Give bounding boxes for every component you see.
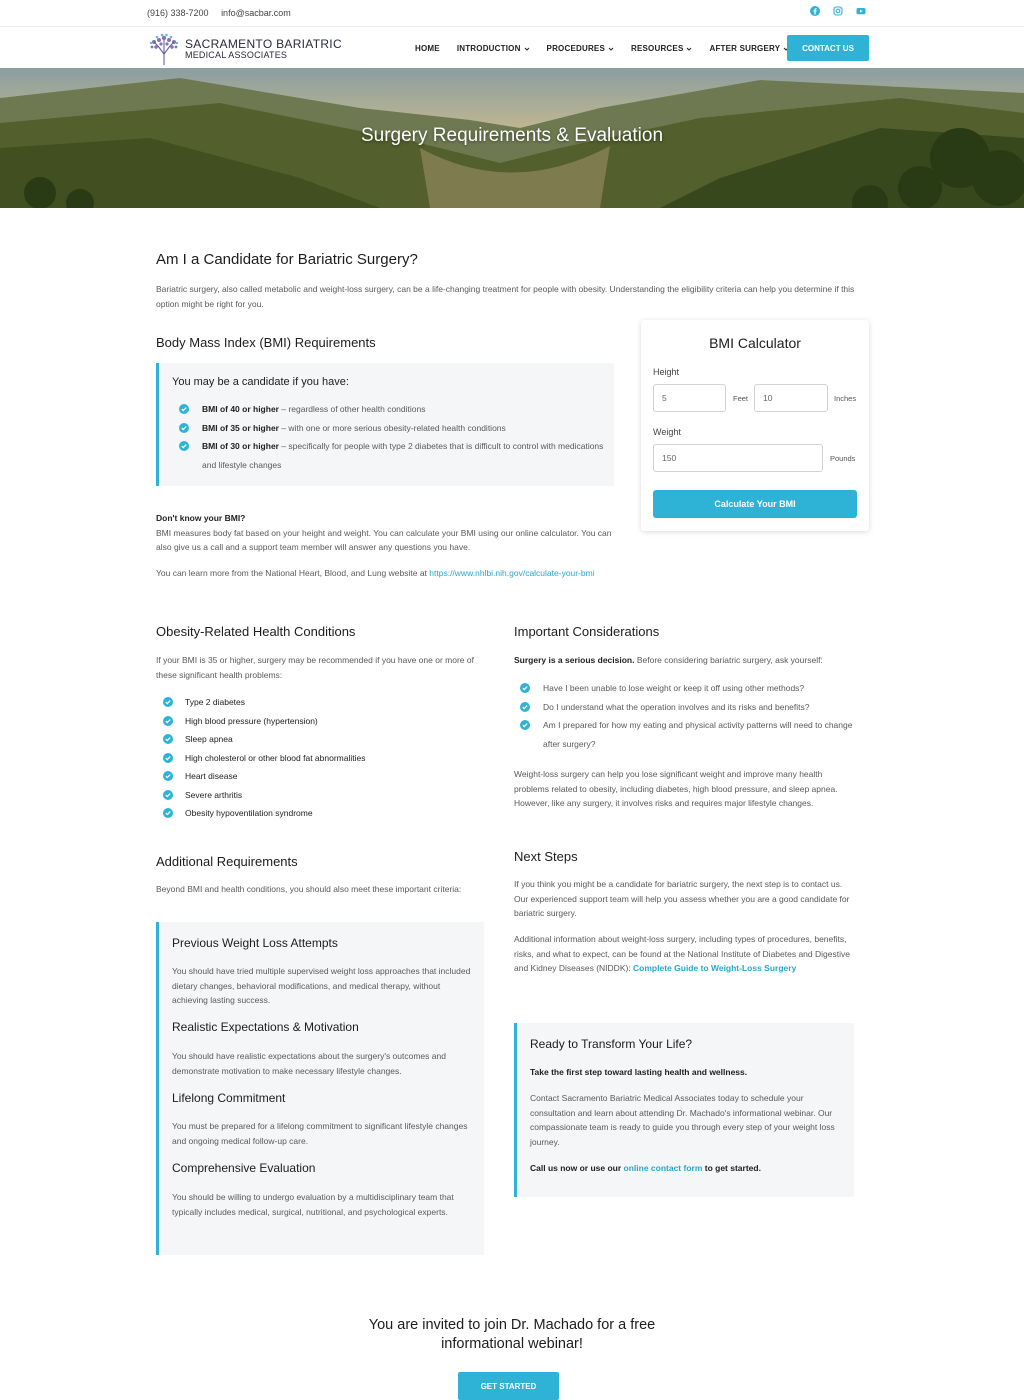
feet-unit-label: Feet — [733, 394, 749, 403]
conditions-heading: Obesity-Related Health Conditions — [156, 624, 356, 639]
check-circle-icon — [179, 441, 189, 451]
transform-callout — [514, 1023, 854, 1197]
check-circle-icon — [163, 790, 173, 800]
logo-line-1: SACRAMENTO BARIATRIC — [185, 37, 342, 51]
hero-banner — [0, 68, 1024, 208]
niddk-guide-link[interactable]: Complete Guide to Weight-Loss Surgery — [633, 963, 797, 973]
list-item: Obesity hypoventilation syndrome — [156, 804, 486, 823]
check-circle-icon — [163, 734, 173, 744]
nav-introduction[interactable]: INTRODUCTION — [457, 44, 530, 53]
height-inches-input[interactable]: 10 — [754, 384, 828, 412]
weight-input[interactable]: 150 — [653, 444, 823, 472]
check-circle-icon — [179, 423, 189, 433]
chevron-down-icon — [608, 46, 614, 52]
criteria-text: You should have tried multiple supervised weight loss approaches that included dietary changes, behavioral modifications, and medical therapy, without achieving lasting success. — [172, 966, 471, 1005]
webinar-invite — [0, 1316, 1024, 1354]
bmi-criteria-list — [173, 400, 613, 474]
tree-logo-icon — [148, 32, 180, 66]
page-title: Surgery Requirements & Evaluation — [360, 125, 664, 146]
pounds-unit-label: Pounds — [830, 454, 856, 463]
check-circle-icon — [163, 808, 173, 818]
list-item: Sleep apnea — [156, 730, 486, 749]
top-bar — [0, 0, 1024, 27]
candidate-intro: Bariatric surgery, also called metabolic and weight-loss surgery, can be a life-changing treatment for people with obesity. Understanding the eligibility criteria can help you determine if this option might be right for you. — [156, 284, 855, 309]
main-nav — [415, 44, 789, 53]
webinar-line-2: informational webinar! — [441, 1336, 583, 1352]
check-circle-icon — [163, 716, 173, 726]
list-item: Severe arthritis — [156, 786, 486, 805]
height-feet-input[interactable]: 5 — [653, 384, 726, 412]
conditions-intro: If your BMI is 35 or higher, surgery may be recommended if you have one or more of these significant health problems: — [156, 655, 474, 680]
check-circle-icon — [520, 720, 530, 730]
nav-resources[interactable]: RESOURCES — [631, 44, 692, 53]
additional-intro: Beyond BMI and health conditions, you should also meet these important criteria: — [156, 884, 462, 894]
transform-lead: Take the first step toward lasting health and wellness. — [530, 1067, 748, 1077]
list-item: Am I prepared for how my eating and physical activity patterns will need to change after surgery? — [514, 716, 859, 753]
bmi-calculator — [641, 320, 869, 531]
email-link[interactable]: info@sacbar.com — [221, 8, 291, 18]
considerations-list — [514, 679, 859, 753]
criteria-title: Realistic Expectations & Motivation — [172, 1020, 359, 1034]
list-item: BMI of 30 or higher – specifically for people with type 2 diabetes that is difficult to control with medications and lifestyle changes — [173, 437, 613, 474]
bmi-requirements-heading: Body Mass Index (BMI) Requirements — [156, 335, 376, 350]
site-logo[interactable] — [148, 32, 342, 66]
nhlbi-link[interactable]: https://www.nhlbi.nih.gov/calculate-your-bmi — [429, 568, 595, 578]
criteria-text: You should have realistic expectations about the surgery's outcomes and demonstrate motivation to make necessary lifestyle changes. — [172, 1051, 446, 1076]
webinar-line-1: You are invited to join Dr. Machado for a free — [368, 1317, 656, 1333]
dont-know-bmi — [156, 511, 614, 555]
criteria-title: Comprehensive Evaluation — [172, 1161, 316, 1175]
check-circle-icon — [163, 697, 173, 707]
site-header — [0, 28, 1024, 68]
phone-link[interactable]: (916) 338-7200 — [147, 8, 209, 18]
transform-call: Call us now or use our online contact form to get started. — [530, 1163, 761, 1173]
criteria-text: You should be willing to undergo evaluation by a multidisciplinary team that typically includes medical, surgical, nutritional, and psychological experts. — [172, 1192, 454, 1217]
youtube-icon[interactable] — [856, 6, 866, 16]
list-item: Have I been unable to lose weight or keep it off using other methods? — [514, 679, 859, 698]
facebook-icon[interactable] — [810, 6, 820, 16]
check-circle-icon — [163, 753, 173, 763]
height-label: Height — [653, 367, 680, 377]
bmi-criteria-callout — [156, 363, 614, 486]
criteria-title: Lifelong Commitment — [172, 1091, 286, 1105]
online-contact-form-link[interactable]: online contact form — [623, 1163, 703, 1173]
additional-criteria-callout — [156, 922, 484, 1255]
weight-label: Weight — [653, 427, 681, 437]
considerations-paragraph: Weight-loss surgery can help you lose significant weight and improve many health problems related to obesity, including diabetes, high blood pressure, and sleep apnea. However, like any surgery, it involves risks and requires major lifestyle changes. — [514, 769, 838, 808]
contact-us-button[interactable]: CONTACT US — [787, 35, 869, 61]
learn-more-text: You can learn more from the National Heart, Blood, and Lung website at https://www.nhlbi.nih.gov/calculate-your-bmi — [156, 568, 595, 578]
list-item: High blood pressure (hypertension) — [156, 712, 486, 731]
conditions-list — [156, 693, 486, 823]
check-circle-icon — [520, 702, 530, 712]
next-steps-p1: If you think you might be a candidate for bariatric surgery, the next step is to contact us. Our experienced support team will help you assess whether you are a good candidate for bariatric surgery. — [514, 879, 850, 918]
next-steps-p2: Additional information about weight-loss surgery, including types of procedures, benefits, risks, and what to expect, can be found at the National Institute of Diabetes and Digestive and Kidney Diseases (NIDDK): Complete Guide to Weight-Loss Surgery — [514, 934, 850, 973]
chevron-down-icon — [686, 46, 692, 52]
nav-procedures[interactable]: PROCEDURES — [547, 44, 614, 53]
check-circle-icon — [163, 771, 173, 781]
dont-know-title: Don't know your BMI? — [156, 513, 246, 523]
instagram-icon[interactable] — [833, 6, 843, 16]
nav-home[interactable]: HOME — [415, 44, 440, 53]
bmi-calculator-title: BMI Calculator — [709, 335, 801, 351]
list-item: Type 2 diabetes — [156, 693, 486, 712]
additional-heading: Additional Requirements — [156, 854, 298, 869]
calculate-bmi-button[interactable]: Calculate Your BMI — [653, 490, 857, 518]
list-item: High cholesterol or other blood fat abnormalities — [156, 749, 486, 768]
list-item: BMI of 40 or higher – regardless of other health conditions — [173, 400, 613, 419]
contact-info — [147, 8, 301, 18]
nav-after-surgery[interactable]: AFTER SURGERY — [709, 44, 789, 53]
candidate-heading: Am I a Candidate for Bariatric Surgery? — [156, 251, 418, 268]
social-links — [810, 6, 866, 16]
dont-know-text: BMI measures body fat based on your height and weight. You can calculate your BMI using our online calculator. You can also give us a call and a support team member will answer any questions you have. — [156, 527, 612, 552]
check-circle-icon — [179, 404, 189, 414]
callout-title: You may be a candidate if you have: — [172, 376, 349, 388]
transform-text: Contact Sacramento Bariatric Medical Associates today to schedule your consultation and learn about attending Dr. Machado's informational webinar. Our compassionate team is ready to guide you through every step of your weight loss journey. — [530, 1093, 835, 1147]
considerations-heading: Important Considerations — [514, 624, 660, 639]
logo-line-2: MEDICAL ASSOCIATES — [185, 50, 288, 60]
inches-unit-label: Inches — [834, 394, 857, 403]
transform-title: Ready to Transform Your Life? — [530, 1037, 693, 1051]
get-started-button[interactable]: GET STARTED — [458, 1372, 559, 1400]
criteria-title: Previous Weight Loss Attempts — [172, 936, 338, 950]
considerations-intro: Surgery is a serious decision. Before considering bariatric surgery, ask yourself: — [514, 655, 823, 665]
criteria-text: You must be prepared for a lifelong commitment to significant lifestyle changes and ongoing medical follow-up care. — [172, 1121, 468, 1146]
check-circle-icon — [520, 683, 530, 693]
chevron-down-icon — [524, 46, 530, 52]
list-item: BMI of 35 or higher – with one or more serious obesity-related health conditions — [173, 419, 613, 438]
next-steps-heading: Next Steps — [514, 849, 578, 864]
list-item: Heart disease — [156, 767, 486, 786]
list-item: Do I understand what the operation involves and its risks and benefits? — [514, 698, 859, 717]
